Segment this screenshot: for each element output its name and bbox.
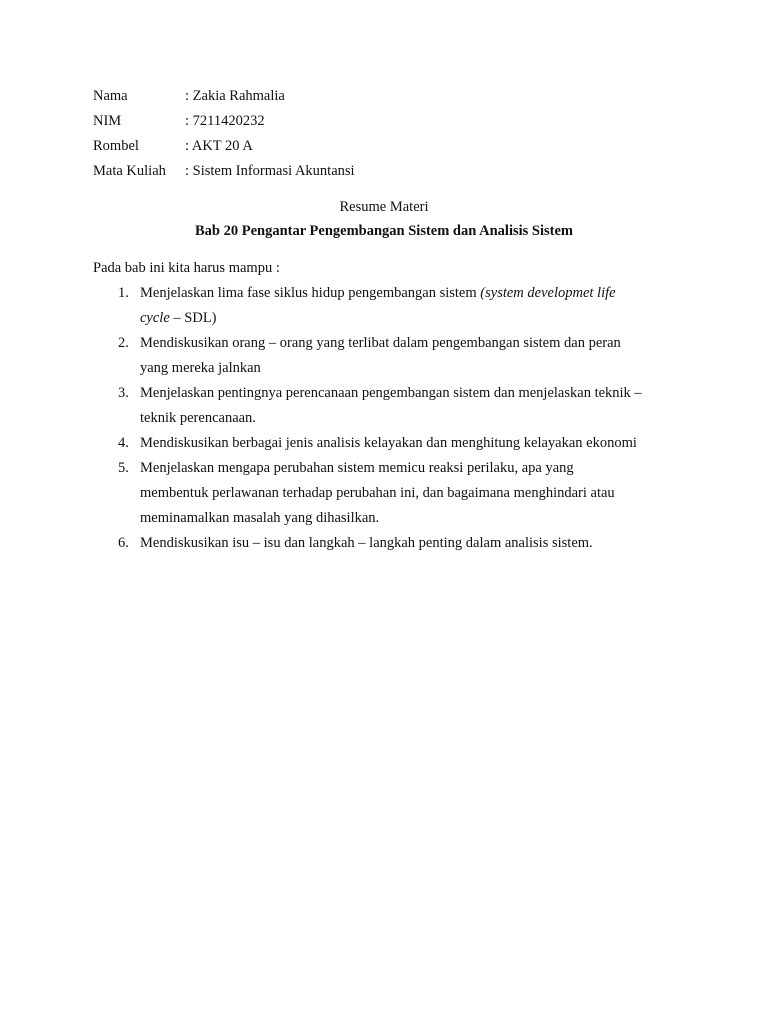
list-item-text: membentuk perlawanan terhadap perubahan ini, dan bagaimana menghindari atau xyxy=(140,485,615,501)
list-number: 4. xyxy=(118,435,129,451)
list-item-text: Menjelaskan lima fase siklus hidup pengembangan sistem xyxy=(140,285,481,301)
list-item xyxy=(93,431,693,456)
identity-row-nama xyxy=(93,86,653,111)
list-item-text: teknik perencanaan. xyxy=(140,410,256,426)
student-identity xyxy=(93,86,653,186)
list-item-text: yang mereka jalnkan xyxy=(140,360,261,376)
identity-label: Rombel xyxy=(93,138,139,154)
list-number: 5. xyxy=(118,460,129,476)
identity-value: : 7211420232 xyxy=(185,113,265,129)
list-number: 3. xyxy=(118,385,129,401)
resume-title: Resume Materi xyxy=(339,199,429,215)
list-item xyxy=(93,531,693,556)
list-number: 1. xyxy=(118,285,129,301)
identity-row-rombel xyxy=(93,136,653,161)
list-item xyxy=(93,456,693,531)
list-item-text: Mendiskusikan orang – orang yang terlibat dalam pengembangan sistem dan peran xyxy=(140,335,621,351)
identity-value: : AKT 20 A xyxy=(185,138,253,154)
identity-row-mata-kuliah xyxy=(93,161,653,186)
list-item-text: – SDL) xyxy=(169,310,217,326)
list-item-text: Mendiskusikan berbagai jenis analisis kelayakan dan menghitung kelayakan ekonomi xyxy=(140,435,637,451)
list-item xyxy=(93,331,693,381)
list-number: 6. xyxy=(118,535,129,551)
list-item-text: meminamalkan masalah yang dihasilkan. xyxy=(140,510,380,526)
list-item xyxy=(93,281,693,331)
list-item-text: Menjelaskan pentingnya perencanaan pengembangan sistem dan menjelaskan teknik – xyxy=(140,385,642,401)
identity-value: : Sistem Informasi Akuntansi xyxy=(185,163,355,179)
list-item-italic-text: cycle xyxy=(140,310,170,326)
list-item-text: Mendiskusikan isu – isu dan langkah – langkah penting dalam analisis sistem. xyxy=(140,535,593,551)
identity-value: : Zakia Rahmalia xyxy=(185,88,285,104)
list-item-italic-text: (system developmet life xyxy=(480,285,616,301)
identity-row-nim xyxy=(93,111,653,136)
objectives-list xyxy=(93,281,693,556)
list-number: 2. xyxy=(118,335,129,351)
identity-label: Mata Kuliah xyxy=(93,163,166,179)
identity-label: Nama xyxy=(93,88,128,104)
chapter-title: Bab 20 Pengantar Pengembangan Sistem dan Analisis Sistem xyxy=(195,223,573,239)
identity-label: NIM xyxy=(93,113,122,129)
list-item xyxy=(93,381,693,431)
list-item-text: Menjelaskan mengapa perubahan sistem memicu reaksi perilaku, apa yang xyxy=(140,460,574,476)
intro-text: Pada bab ini kita harus mampu : xyxy=(93,260,280,276)
